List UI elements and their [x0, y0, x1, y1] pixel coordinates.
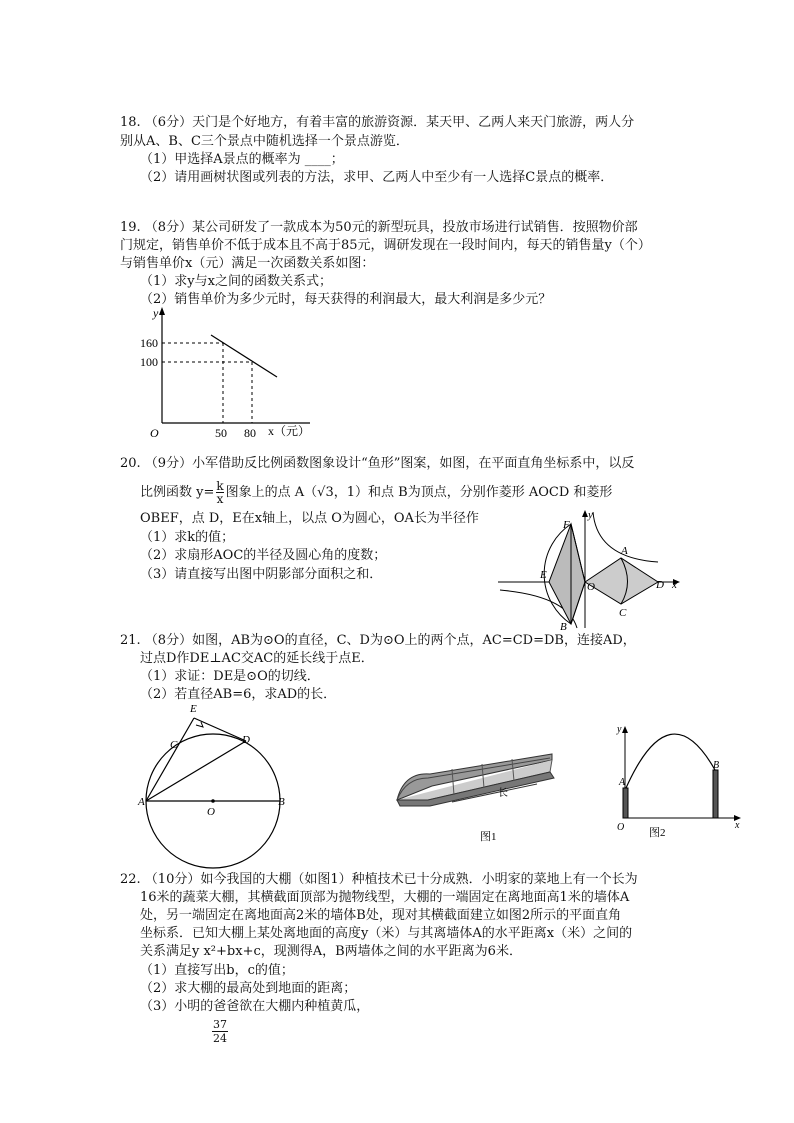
q21-sub-2: （2）若直径AB=6，求AD的长．: [140, 687, 337, 702]
fig2-label-x: x: [735, 820, 740, 831]
q20-label-x: x: [672, 579, 677, 591]
q22-sub-2: （2）求大棚的最高处到地面的距离；: [140, 981, 357, 996]
q20-label-b: B: [560, 621, 567, 633]
q19-sub-1: （1）求y与x之间的函数关系式；: [140, 274, 332, 289]
q22-line-1: 22. （10分）如今我国的大棚（如图1）种植技术已十分成熟．小明家的菜地上有一个长为: [120, 872, 638, 887]
q18-line-2: 别从A、B、C三个景点中随机选择一个景点游览．: [120, 134, 409, 149]
greenhouse-length-label: 长: [498, 788, 508, 799]
q20-label-c: C: [619, 607, 627, 619]
q19-ytick-160: 160: [140, 336, 158, 350]
q21-figure: [136, 698, 296, 828]
fig2-caption: 图2: [649, 827, 666, 839]
q19-graph: [140, 305, 320, 445]
q19-line-2: 门规定，销售单价不低于成本且不高于85元，调研发现在一段时间内，每天的销售量y（个）: [120, 238, 651, 253]
q20-frac-den: x: [216, 492, 224, 506]
q22-line-2: 16米的蔬菜大棚，其横截面顶部为抛物线型，大棚的一端固定在离地面高1米的墙体A: [140, 890, 630, 905]
q19-y-axis-label: y: [153, 306, 159, 320]
q22-fraction: [212, 1018, 228, 1045]
q22-sub-1: （1）直接写出b，c的值；: [140, 963, 294, 978]
q19-line-1: 19. （8分）某公司研发了一款成本为50元的新型玩具，投放市场进行试销售．按照物价部: [120, 220, 638, 235]
fig2-label-y: y: [617, 724, 622, 735]
q20-line2-prefix: 比例函数 y=: [140, 485, 215, 500]
q20-label-f: F: [563, 519, 570, 531]
q20-sub-1: （1）求k的值；: [140, 530, 235, 545]
q20-label-o: O: [587, 581, 595, 593]
q19-xtick-50: 50: [215, 426, 227, 440]
q20-label-e: E: [540, 569, 547, 581]
q22-sub-3: （3）小明的爸爸欲在大棚内种植黄瓜，: [140, 999, 370, 1014]
q21-label-b: B: [278, 796, 285, 808]
fig1-caption: 图1: [480, 831, 497, 843]
q20-line-3: OBEF，点 D，E在x轴上，以点 O为圆心，OA长为半径作: [140, 511, 479, 526]
q18-line-1: 18. （6分）天门是个好地方，有着丰富的旅游资源．某天甲、乙两人来天门旅游，两人分: [120, 115, 635, 130]
q21-label-d: D: [242, 734, 250, 746]
q22-frac-den: 24: [213, 1032, 227, 1045]
q19-ytick-100: 100: [140, 355, 158, 369]
fig2-label-b: B: [713, 760, 720, 771]
q19-origin: O: [150, 426, 159, 440]
q19-x-axis-label: x（元）: [268, 424, 311, 438]
q21-label-a: A: [138, 796, 145, 808]
q18-sub-1: （1）甲选择A景点的概率为 ____；: [140, 152, 344, 167]
q20-sub-2: （2）求扇形AOC的半径及圆心角的度数；: [140, 548, 387, 563]
q20-label-a: A: [621, 545, 628, 557]
q20-label-y: y: [588, 509, 593, 521]
q22-line-3: 处，另一端固定在离地面高2米的墙体B处，现对其横截面建立如图2所示的平面直角: [140, 908, 622, 923]
q19-line-3: 与销售单价x（元）满足一次函数关系如图：: [120, 256, 375, 271]
q21-label-e: E: [190, 703, 197, 715]
q21-label-o: O: [207, 806, 215, 818]
q22-frac-num: 37: [213, 1018, 227, 1031]
q20-fraction: [216, 480, 223, 505]
q21-line-2: 过点D作DE⊥AC交AC的延长线于点E．: [140, 651, 374, 666]
q20-sub-3: （3）请直接写出图中阴影部分面积之和．: [140, 567, 383, 582]
q20-figure: [498, 508, 683, 633]
q19-sub-2: （2）销售单价为多少元时，每天获得的利润最大，最大利润是多少元？: [140, 292, 552, 307]
q20-frac-num: k: [216, 479, 224, 493]
fig2-label-a: A: [619, 777, 626, 788]
q20-line2-suffix: 图象上的点 A（√3，1）和点 B为顶点，分别作菱形 AOCD 和菱形: [225, 485, 613, 500]
q20-line-1: 20. （9分）小军借助反比例函数图象设计“鱼形”图案，如图，在平面直角坐标系中，以反: [120, 456, 635, 471]
fig2-label-o: O: [617, 822, 625, 833]
q21-sub-1: （1）求证：DE是⊙O的切线．: [140, 669, 320, 684]
q21-label-c: C: [170, 739, 178, 751]
q19-xtick-80: 80: [244, 426, 256, 440]
q20-line-2: [140, 480, 612, 505]
cross-section-figure-2: [615, 718, 745, 838]
greenhouse-figure-1: [392, 742, 562, 842]
q20-label-d: D: [656, 579, 664, 591]
q18-sub-2: （2）请用画树状图或列表的方法，求甲、乙两人中至少有一人选择C景点的概率．: [140, 170, 614, 185]
q22-line-5: 关系满足y x²+bx+c，现测得A，B两墙体之间的水平距离为6米．: [140, 944, 522, 959]
q21-line-1: 21. （8分）如图，AB为⊙O的直径，C、D为⊙O上的两个点，AC=CD=DB，连接AD，: [120, 633, 636, 648]
q22-line-4: 坐标系．已知大棚上某处离地面的高度y（米）与其离墙体A的水平距离x（米）之间的: [140, 926, 633, 941]
